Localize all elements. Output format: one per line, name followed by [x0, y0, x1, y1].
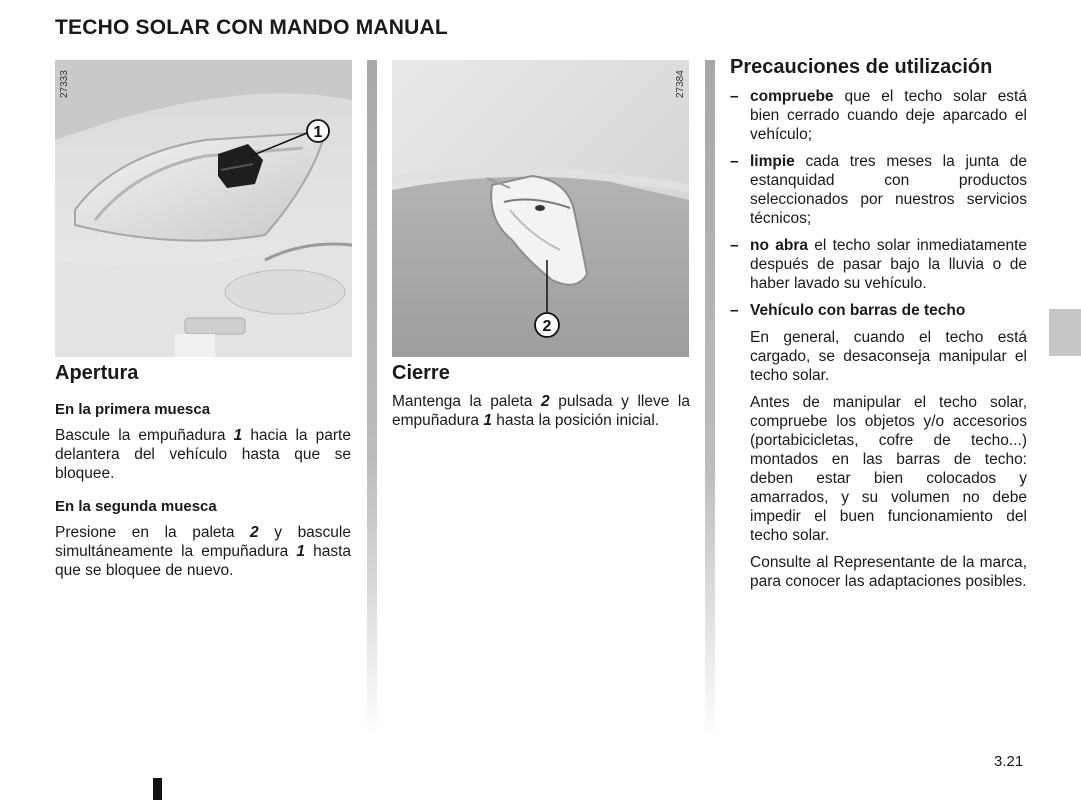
precautions-section: [730, 56, 1027, 599]
page-number: 3.21: [994, 753, 1024, 770]
ref-number: 1: [483, 412, 492, 429]
cierre-text: Mantenga la paleta 2 pulsada y lleve la empuñadura 1 hasta la posición inicial.: [392, 393, 690, 429]
section-heading: Precauciones de utilización: [730, 56, 993, 78]
section-heading: Apertura: [55, 362, 139, 384]
roof-bar-paragraph: Antes de manipular el techo solar, compruebe los objetos y/o accesorios (portabicicletas, cofre de techo...) montados en las barras de techo: deben estar bien colocados y amarrados, y su volumen no debe impedir el buen funcionamiento del techo solar.: [750, 394, 1027, 544]
figure-reference-code: 27333: [59, 70, 70, 98]
figure-opening-handle: [55, 60, 352, 357]
subheading-second-notch: En la segunda muesca: [55, 498, 217, 515]
ref-number: 1: [296, 543, 305, 560]
section-heading: Cierre: [392, 362, 450, 384]
cierre-section: [392, 362, 690, 430]
roof-bar-paragraph: En general, cuando el techo está cargado, se desaconseja manipular el techo solar.: [750, 329, 1027, 384]
ref-number: 2: [541, 393, 550, 410]
list-item: – no abra el techo solar inmediatamente después de pasar bajo la lluvia o de haber lavado su vehículo.: [730, 237, 1027, 292]
column-divider: [367, 60, 377, 740]
headliner-illustration-2: [392, 60, 689, 357]
headliner-illustration-1: [55, 60, 352, 357]
page-title: TECHO SOLAR CON MANDO MANUAL: [55, 16, 448, 39]
callout-number: 1: [313, 124, 323, 141]
crop-mark: [153, 778, 162, 800]
first-notch-text: Bascule la empuñadura 1 hacia la parte delantera del vehículo hasta que se bloquee.: [55, 427, 351, 482]
column-divider: [705, 60, 715, 740]
list-item: – compruebe que el techo solar está bien cerrado cuando deje aparcado el vehículo;: [730, 88, 1027, 143]
ref-number: 2: [250, 524, 259, 541]
callout-number: 2: [542, 318, 552, 335]
section-tab: [1049, 309, 1081, 356]
second-notch-text: Presione en la paleta 2 y bascule simultáneamente la empuñadura 1 hasta que se bloquee de nuevo.: [55, 524, 351, 579]
precautions-list: [730, 87, 1027, 320]
figure-closing-handle: [392, 60, 689, 357]
figure-reference-code: 27384: [675, 70, 686, 98]
apertura-section: [55, 362, 351, 580]
ref-number: 1: [233, 427, 243, 444]
list-item: – limpie cada tres meses la junta de estanquidad con productos seleccionados por nuestros servicios técnicos;: [730, 153, 1027, 227]
subheading-first-notch: En la primera muesca: [55, 401, 211, 418]
list-item: – Vehículo con barras de techo: [730, 302, 966, 319]
roof-bar-paragraph: Consulte al Representante de la marca, para conocer las adaptaciones posibles.: [750, 554, 1027, 590]
